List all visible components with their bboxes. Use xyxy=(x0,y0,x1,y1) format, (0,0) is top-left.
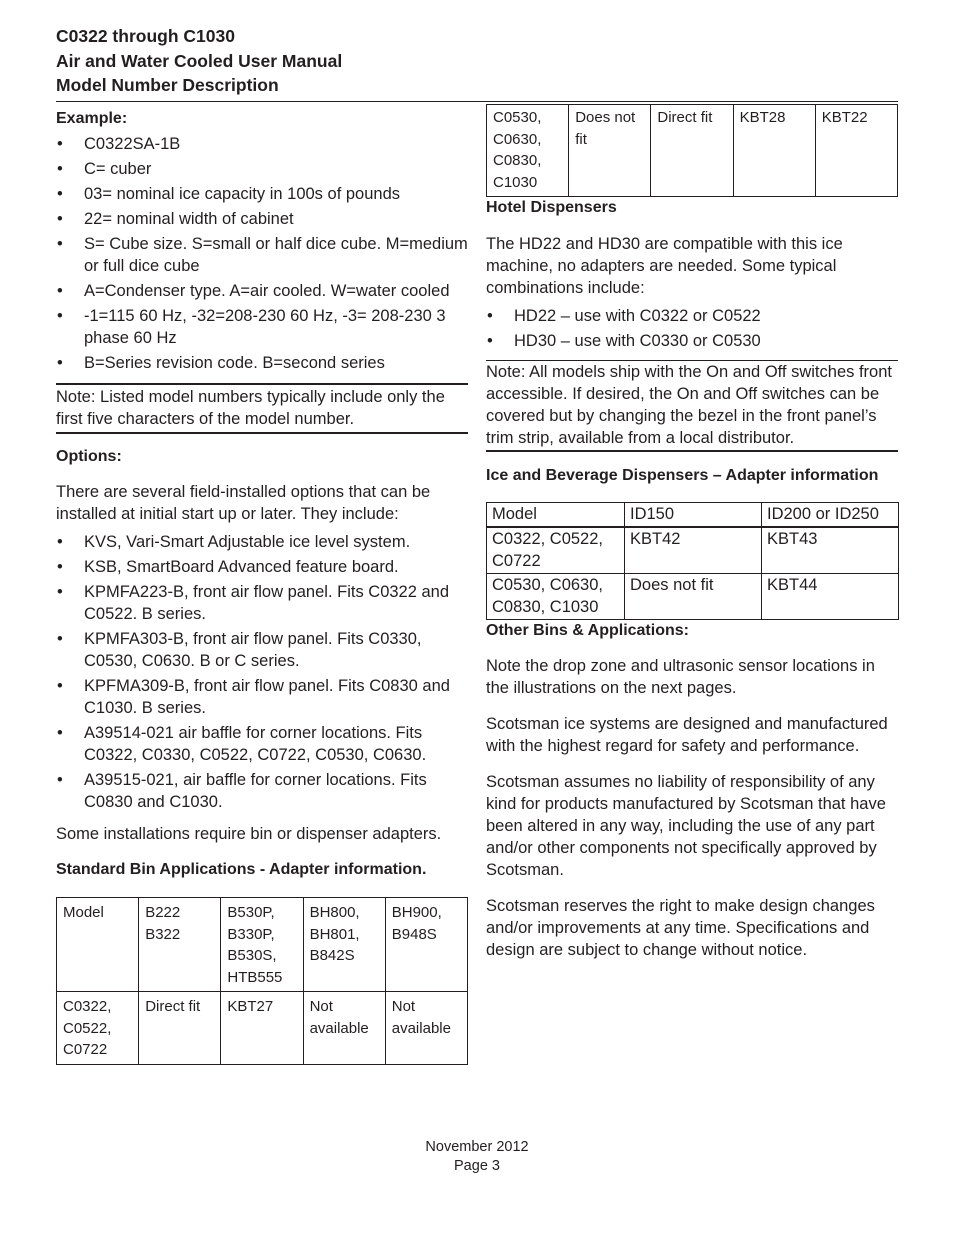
standard-bin-table-continued xyxy=(486,104,898,197)
table-cell: Does not fit xyxy=(569,105,651,197)
list-item: • KSB, SmartBoard Advanced feature board. xyxy=(56,556,468,578)
table-cell: Model xyxy=(487,503,625,528)
table-cell: Not available xyxy=(303,992,385,1065)
page-footer xyxy=(0,1138,954,1176)
adapters-text: Some installations require bin or dispenser adapters. xyxy=(56,825,442,843)
table-cell: BH800, BH801, B842S xyxy=(303,898,385,992)
example-heading: Example: xyxy=(56,110,128,127)
ice-beverage-table xyxy=(486,502,899,620)
standard-bin-heading: Standard Bin Applications - Adapter information. xyxy=(56,861,427,878)
list-item: • HD30 – use with C0330 or C0530 xyxy=(486,330,898,352)
list-item: • KPFMA309-B, front air flow panel. Fits C0830 and C1030. B series. xyxy=(56,675,468,719)
table-cell: KBT27 xyxy=(221,992,303,1065)
footer-date: November 2012 xyxy=(425,1139,529,1155)
table-cell: ID200 or ID250 xyxy=(762,503,899,528)
list-item: • 22= nominal width of cabinet xyxy=(56,208,468,230)
switches-note xyxy=(486,360,898,452)
table-cell: KBT28 xyxy=(733,105,815,197)
ice-beverage-heading: Ice and Beverage Dispensers – Adapter information xyxy=(486,467,879,484)
table-row xyxy=(487,105,898,197)
list-item: • KPMFA303-B, front air flow panel. Fits C0330, C0530, C0630. B or C series. xyxy=(56,628,468,672)
list-item: • S= Cube size. S=small or half dice cube. M=medium or full dice cube xyxy=(56,233,468,277)
section-title: Model Number Description xyxy=(56,75,279,95)
table-cell: Direct fit xyxy=(139,992,221,1065)
list-item: • A=Condenser type. A=air cooled. W=water cooled xyxy=(56,280,468,302)
table-cell: BH900, B948S xyxy=(385,898,467,992)
table-row xyxy=(57,898,468,992)
table-cell: B530P, B330P, B530S, HTB555 xyxy=(221,898,303,992)
table-cell: Does not fit xyxy=(625,574,762,620)
table-row xyxy=(57,992,468,1065)
list-item: • C0322SA-1B xyxy=(56,133,468,155)
table-cell: KBT43 xyxy=(762,527,899,574)
table-cell: C0530, C0630, C0830, C1030 xyxy=(487,105,569,197)
table-cell: KBT22 xyxy=(815,105,897,197)
header-subtitle: Air and Water Cooled User Manual xyxy=(56,50,343,71)
list-item: • A39515-021, air baffle for corner locations. Fits C0830 and C1030. xyxy=(56,769,468,813)
options-intro: There are several field-installed options that can be installed at initial start up or later. They include: xyxy=(56,483,431,523)
paragraph: Note the drop zone and ultrasonic sensor locations in the illustrations on the next pages. xyxy=(486,657,875,697)
table-cell: KBT42 xyxy=(625,527,762,574)
standard-bin-table xyxy=(56,897,468,1065)
table-cell: Direct fit xyxy=(651,105,733,197)
paragraph: Scotsman reserves the right to make design changes and/or improvements at any time. Specifications and design are subject to change without notice. xyxy=(486,897,875,959)
list-item: • HD22 – use with C0322 or C0522 xyxy=(486,305,898,327)
note-text: Note: All models ship with the On and Off switches front accessible. If desired, the On and Off switches can be covered but by changing the bezel in the front panel’s trim strip, available from a local distributor. xyxy=(486,363,892,447)
paragraph: Scotsman ice systems are designed and manufactured with the highest regard for safety and performance. xyxy=(486,715,888,755)
options-heading: Options: xyxy=(56,448,122,465)
left-column xyxy=(56,104,468,1065)
model-number-note xyxy=(56,383,468,434)
table-cell: C0322, C0522, C0722 xyxy=(57,992,139,1065)
paragraph: Scotsman assumes no liability of responsibility of any kind for products manufactured by Scotsman that have been altered in any way, including the use of any part and/or other components not specifically approved by Scotsman. xyxy=(486,773,886,879)
table-cell: Model xyxy=(57,898,139,992)
table-cell: B222 B322 xyxy=(139,898,221,992)
note-text: Note: Listed model numbers typically include only the first five characters of the model number. xyxy=(56,388,445,428)
list-item: • 03= nominal ice capacity in 100s of pounds xyxy=(56,183,468,205)
table-cell: C0322, C0522, C0722 xyxy=(487,527,625,574)
table-cell: ID150 xyxy=(625,503,762,528)
options-list xyxy=(56,531,468,813)
table-row xyxy=(487,503,899,528)
table-cell: C0530, C0630, C0830, C1030 xyxy=(487,574,625,620)
hotel-dispensers-list xyxy=(486,305,898,352)
table-cell: Not available xyxy=(385,992,467,1065)
table-row xyxy=(487,527,899,574)
hotel-dispensers-heading: Hotel Dispensers xyxy=(486,199,617,216)
right-column xyxy=(486,104,898,961)
header-title: C0322 through C1030 xyxy=(56,26,235,46)
list-item: • KPMFA223-B, front air flow panel. Fits C0322 and C0522. B series. xyxy=(56,581,468,625)
page-number: Page 3 xyxy=(454,1158,500,1174)
hotel-dispensers-text: The HD22 and HD30 are compatible with this ice machine, no adapters are needed. Some typical combinations include: xyxy=(486,235,843,297)
list-item: • A39514-021 air baffle for corner locations. Fits C0322, C0330, C0522, C0722, C0530, C0630. xyxy=(56,722,468,766)
list-item: • KVS, Vari-Smart Adjustable ice level system. xyxy=(56,531,468,553)
other-bins-heading: Other Bins & Applications: xyxy=(486,622,689,639)
list-item: • B=Series revision code. B=second series xyxy=(56,352,468,374)
page-header xyxy=(56,24,898,102)
table-row xyxy=(487,574,899,620)
example-list xyxy=(56,133,468,374)
list-item: • -1=115 60 Hz, -32=208-230 60 Hz, -3= 208-230 3 phase 60 Hz xyxy=(56,305,468,349)
list-item: • C= cuber xyxy=(56,158,468,180)
table-cell: KBT44 xyxy=(762,574,899,620)
